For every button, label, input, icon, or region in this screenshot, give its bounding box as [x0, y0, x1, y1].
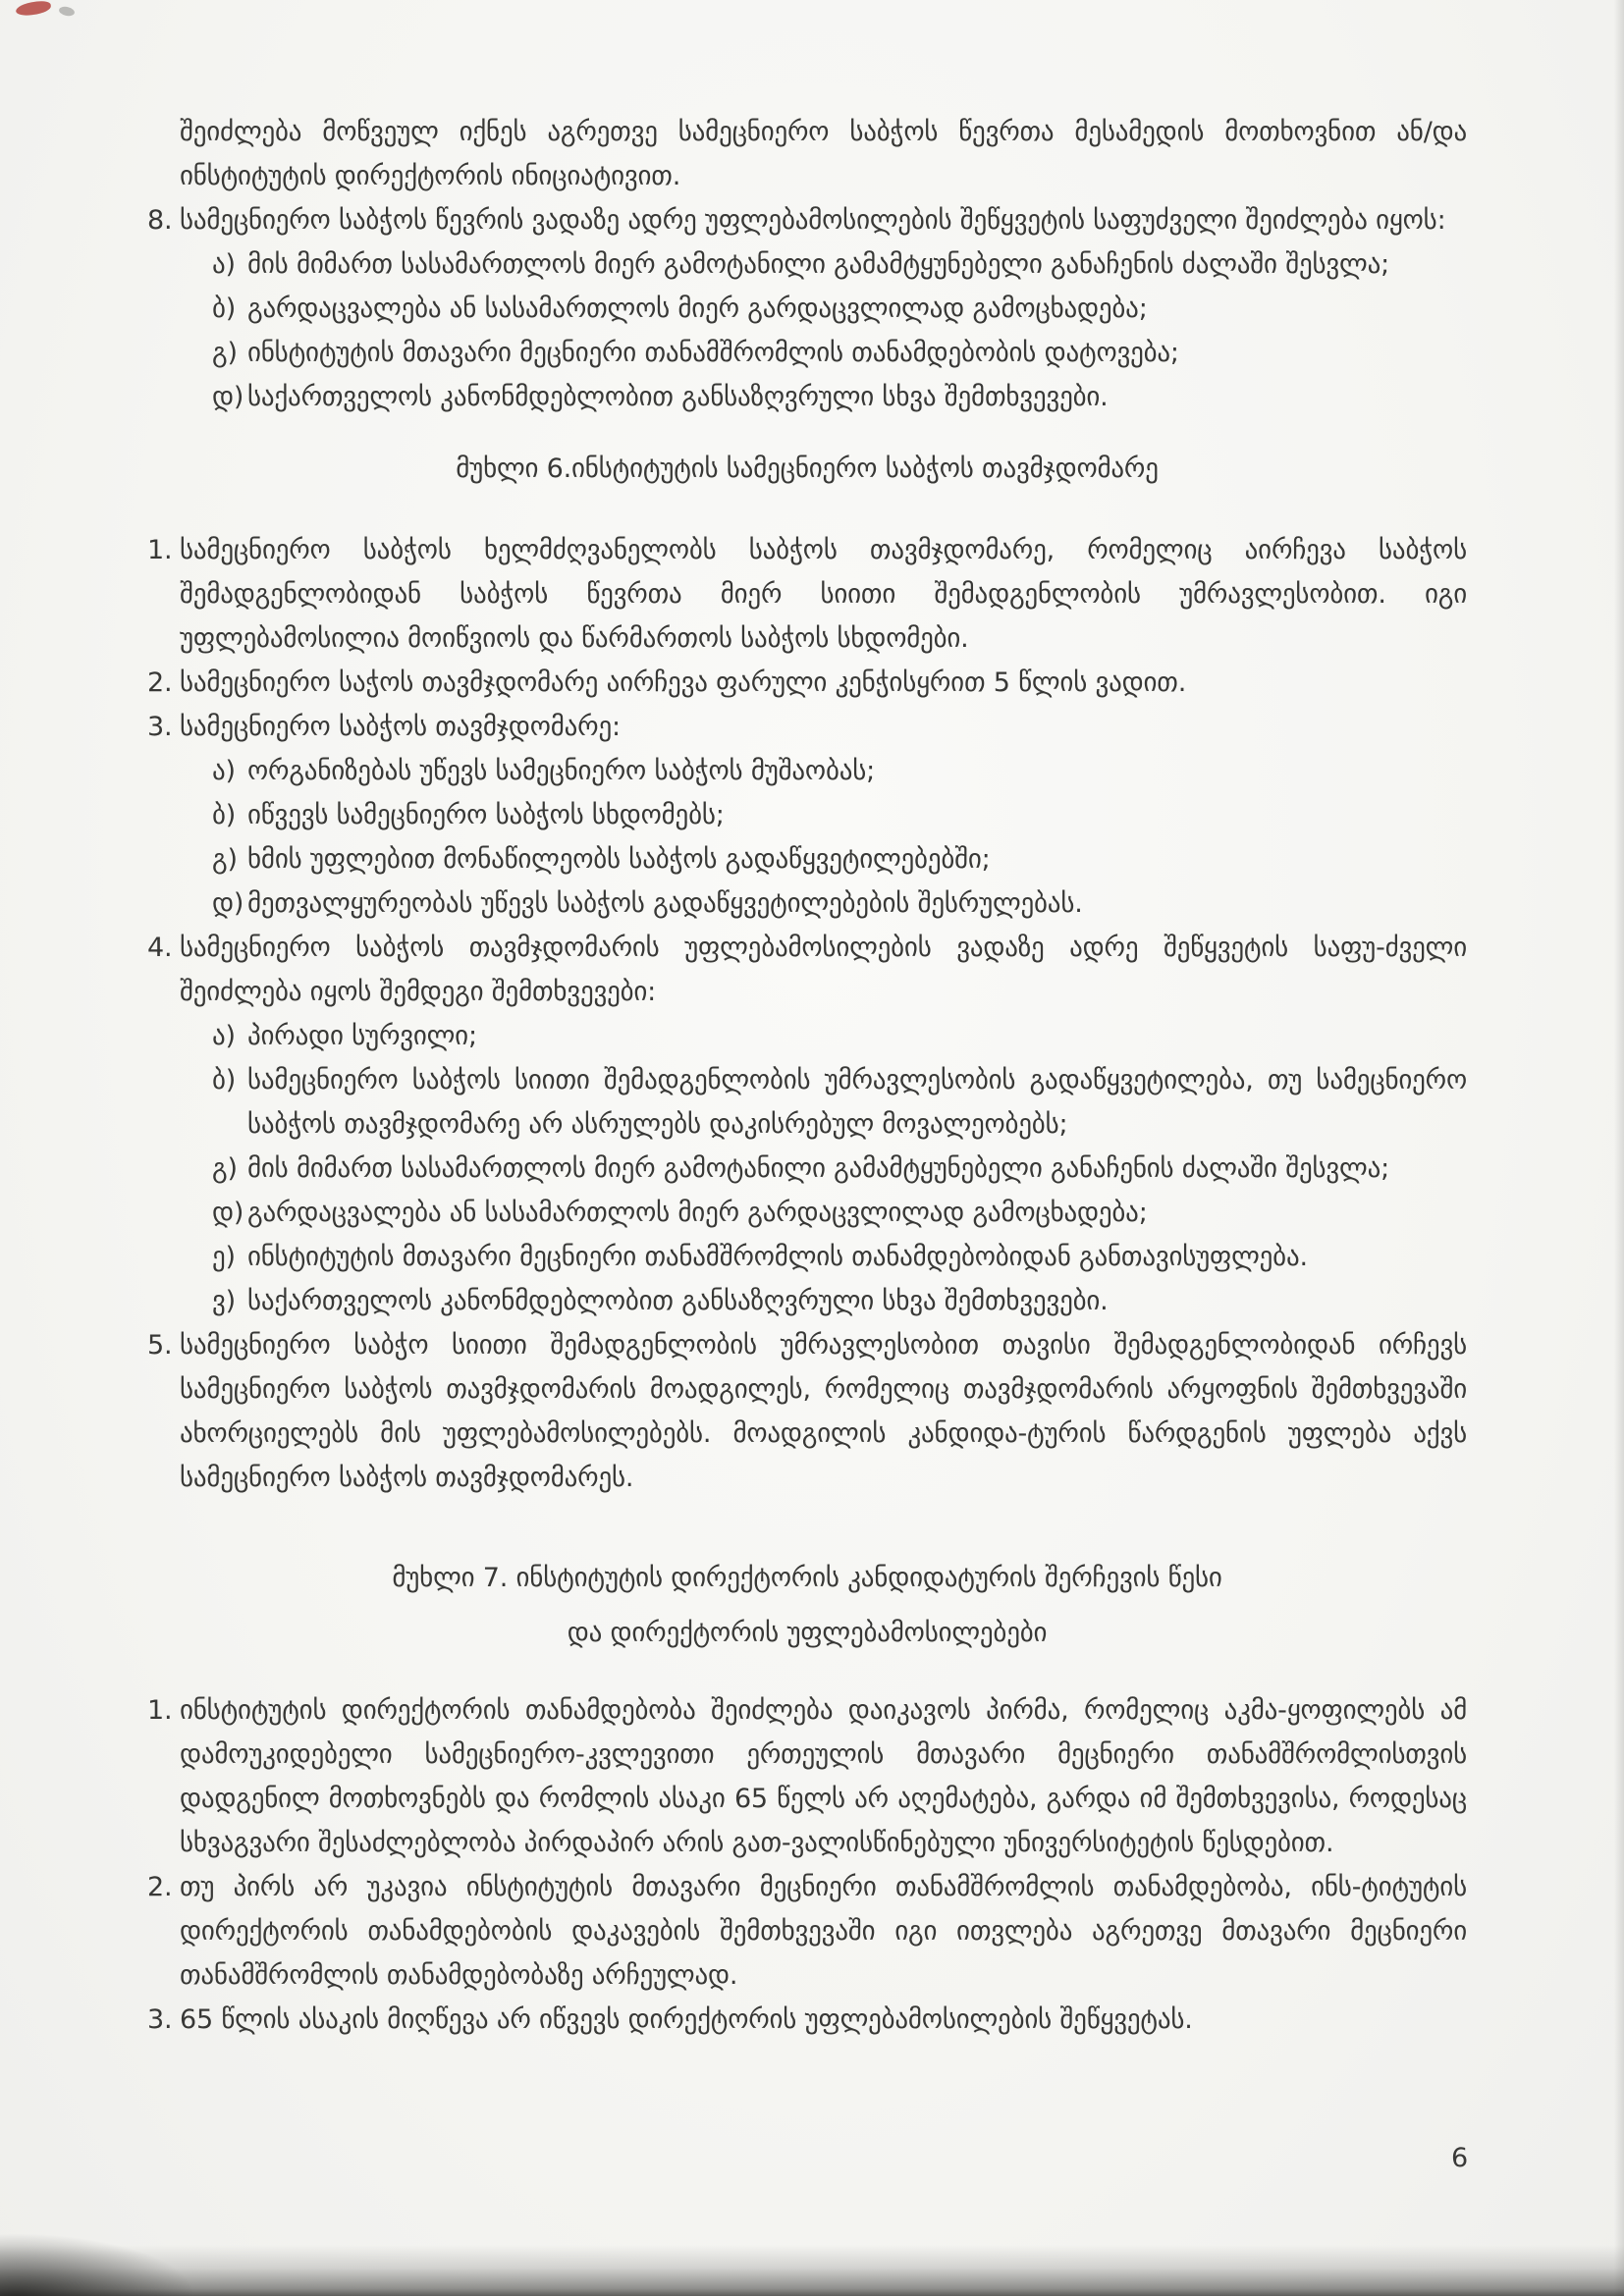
item-body [180, 1323, 1467, 1500]
scan-red-ink-mark [15, 0, 51, 17]
item-8-sublist [212, 242, 1467, 419]
scan-bottom-shadow [0, 2245, 1624, 2296]
sub-item-marker: გ) [212, 338, 238, 368]
item-marker: 3. [147, 2004, 173, 2035]
article-7-item-2 [147, 1865, 1467, 1998]
article-6-item-2 [147, 661, 1467, 705]
sub-item [212, 1014, 1467, 1058]
sub-item-text: მის მიმართ სასამართლოს მიერ გამოტანილი გამამტყუნებელი განაჩენის ძალაში შესვლა; [247, 1153, 1389, 1184]
item-marker: 1. [147, 535, 173, 565]
item-marker: 4. [147, 933, 173, 963]
sub-item-marker: ბ) [212, 1065, 237, 1095]
item-text: სამეცნიერო საბჭოს თავმჯდომარის უფლებამოსილების ვადაზე ადრე შეწყვეტის საფუ-ძველი შეიძლება იყოს შემდეგი შემთხვევები: [180, 933, 1467, 1007]
sub-item [212, 287, 1467, 331]
sub-item-text: საქართველოს კანონმდებლობით განსაზღვრული სხვა შემთხვევები. [247, 1286, 1109, 1316]
item-marker: 1. [147, 1695, 173, 1726]
item-text: სამეცნიერო საბჭოს ხელმძღვანელობს საბჭოს თავმჯდომარე, რომელიც აირჩევა საბჭოს შემადგენლობიდან საბჭოს წევრთა მიერ სიითი შემადგენლობის უმრავლესობით. იგი უფლებამოსილია მოიწვიოს და წარმართოს საბჭოს სხდომები. [180, 535, 1467, 654]
item-body [180, 926, 1467, 1323]
article-7-heading-line1: მუხლი 7. ინსტიტუტის დირექტორის კანდიდატურის შერჩევის წესი [392, 1563, 1222, 1593]
item-body [180, 661, 1467, 705]
sub-item [212, 837, 1467, 881]
sub-item [212, 881, 1467, 926]
item-body [180, 1998, 1467, 2042]
sub-item [212, 1058, 1467, 1147]
article-7-heading-line2: და დირექტორის უფლებამოსილებები [567, 1618, 1048, 1648]
sub-item-text: მეთვალყურეობას უწევს საბჭოს გადაწყვეტილებების შესრულებას. [247, 888, 1083, 919]
sub-item-marker: ბ) [212, 294, 237, 324]
sub-item-text: მის მიმართ სასამართლოს მიერ გამოტანილი გამამტყუნებელი განაჩენის ძალაში შესვლა; [247, 249, 1389, 280]
sub-item [212, 749, 1467, 793]
sub-item-text: ხმის უფლებით მონაწილეობს საბჭოს გადაწყვეტილებებში; [247, 844, 991, 875]
item-8-body [180, 198, 1467, 419]
sub-item-marker: ა) [212, 756, 236, 786]
item-4-sublist [212, 1014, 1467, 1323]
item-marker: 5. [147, 1330, 173, 1361]
sub-item [212, 1191, 1467, 1235]
page-number: 6 [1451, 2143, 1469, 2173]
item-marker: 3. [147, 712, 173, 742]
sub-item-marker: დ) [212, 888, 244, 919]
article-6-item-1 [147, 528, 1467, 661]
scan-bottom-left-corner-shadow [0, 2233, 196, 2296]
sub-item-text: პირადი სურვილი; [247, 1021, 477, 1051]
sub-item-marker: ე) [212, 1242, 236, 1272]
document-content [147, 110, 1467, 2042]
sub-item-marker: ა) [212, 249, 236, 280]
item-8-text: სამეცნიერო საბჭოს წევრის ვადაზე ადრე უფლებამოსილების შეწყვეტის საფუძველი შეიძლება იყოს: [180, 205, 1446, 236]
sub-item [212, 1235, 1467, 1279]
sub-item-text: გარდაცვალება ან სასამართლოს მიერ გარდაცვლილად გამოცხადება; [247, 294, 1148, 324]
article-7-item-1 [147, 1688, 1467, 1865]
sub-item-text: სამეცნიერო საბჭოს სიითი შემადგენლობის უმრავლესობის გადაწყვეტილება, თუ სამეცნიერო საბჭოს თავმჯდომარე არ ასრულებს დაკისრებულ მოვალეობებს; [247, 1065, 1467, 1140]
item-3-sublist [212, 749, 1467, 926]
sub-item-marker: დ) [212, 1198, 244, 1228]
scan-right-edge-shadow [1614, 0, 1624, 2296]
item-marker: 2. [147, 667, 173, 698]
sub-item [212, 1147, 1467, 1191]
item-body [180, 528, 1467, 661]
sub-item-text: საქართველოს კანონმდებლობით განსაზღვრული სხვა შემთხვევები. [247, 382, 1109, 412]
item-text: 65 წლის ასაკის მიღწევა არ იწვევს დირექტორის უფლებამოსილების შეწყვეტას. [180, 2004, 1193, 2035]
sub-item-marker: ვ) [212, 1286, 236, 1316]
sub-item-text: იწვევს სამეცნიერო საბჭოს სხდომებს; [247, 800, 725, 830]
sub-item-text: გარდაცვალება ან სასამართლოს მიერ გარდაცვლილად გამოცხადება; [247, 1198, 1148, 1228]
article-7-heading [147, 1551, 1467, 1661]
sub-item [212, 375, 1467, 419]
article-7-item-3 [147, 1998, 1467, 2042]
item-marker: 2. [147, 1872, 173, 1902]
item-text: სამეცნიერო საბჭოს თავმჯდომარე: [180, 712, 621, 742]
sub-item [212, 242, 1467, 287]
sub-item-text: ინსტიტუტის მთავარი მეცნიერი თანამშრომლის თანამდებობიდან განთავისუფლება. [247, 1242, 1308, 1272]
sub-item-text: ინსტიტუტის მთავარი მეცნიერი თანამშრომლის თანამდებობის დატოვება; [247, 338, 1179, 368]
sub-item-marker: ა) [212, 1021, 236, 1051]
item-text: სამეცნიერო საჭოს თავმჯდომარე აირჩევა ფარული კენჭისყრით 5 წლის ვადით. [180, 667, 1187, 698]
item-text: სამეცნიერო საბჭო სიითი შემადგენლობის უმრავლესობით თავისი შემადგენლობიდან ირჩევს სამეცნიერო საბჭოს თავმჯდომარის მოადგილეს, რომელიც თავმჯდომარის არყოფნის შემთხვევაში ახორციელებს მის უფლებამოსილებებს. მოადგილის კანდიდა-ტურის წარდგენის უფლება აქვს სამეცნიერო საბჭოს თავმჯდომარეს. [180, 1330, 1467, 1493]
list-item-8 [147, 198, 1467, 419]
item-text: თუ პირს არ უკავია ინსტიტუტის მთავარი მეცნიერი თანამშრომლის თანამდებობა, ინს-ტიტუტის დირექტორის თანამდებობის დაკავების შემთხვევაში იგი ითვლება აგრეთვე მთავარი მეცნიერი თანამშრომლის თანამდებობაზე არჩეულად. [180, 1872, 1467, 1991]
article-6-item-4 [147, 926, 1467, 1323]
sub-item-marker: ბ) [212, 800, 237, 830]
sub-item-marker: დ) [212, 382, 244, 412]
article-6-item-3 [147, 705, 1467, 926]
scan-gray-smudge [58, 5, 76, 17]
article-6-heading: მუხლი 6.ინსტიტუტის სამეცნიერო საბჭოს თავმჯდომარე [456, 454, 1159, 484]
sub-item-text: ორგანიზებას უწევს სამეცნიერო საბჭოს მუშაობას; [247, 756, 876, 786]
continuation-paragraph: შეიძლება მოწვეულ იქნეს აგრეთვე სამეცნიერო საბჭოს წევრთა მესამედის მოთხოვნით ან/და ინსტიტუტის დირექტორის ინიციატივით. [180, 117, 1467, 191]
sub-item-marker: გ) [212, 1153, 238, 1184]
item-body [180, 1688, 1467, 1865]
sub-item [212, 793, 1467, 837]
item-8-marker: 8. [147, 205, 173, 236]
sub-item [212, 331, 1467, 375]
item-body [180, 705, 1467, 926]
sub-item-marker: გ) [212, 844, 238, 875]
sub-item [212, 1279, 1467, 1323]
article-6-item-5 [147, 1323, 1467, 1500]
item-text: ინსტიტუტის დირექტორის თანამდებობა შეიძლება დაიკავოს პირმა, რომელიც აკმა-ყოფილებს ამ დამოუკიდებელი სამეცნიერო-კვლევითი ერთეულის მთავარი მეცნიერი თანამშრომლისთვის დადგენილ მოთხოვნებს და რომლის ასაკი 65 წელს არ აღემატება, გარდა იმ შემთხვევისა, როდესაც სხვაგვარი შესაძლებლობა პირდაპირ არის გათ-ვალისწინებული უნივერსიტეტის წესდებით. [180, 1695, 1467, 1858]
item-body [180, 1865, 1467, 1998]
